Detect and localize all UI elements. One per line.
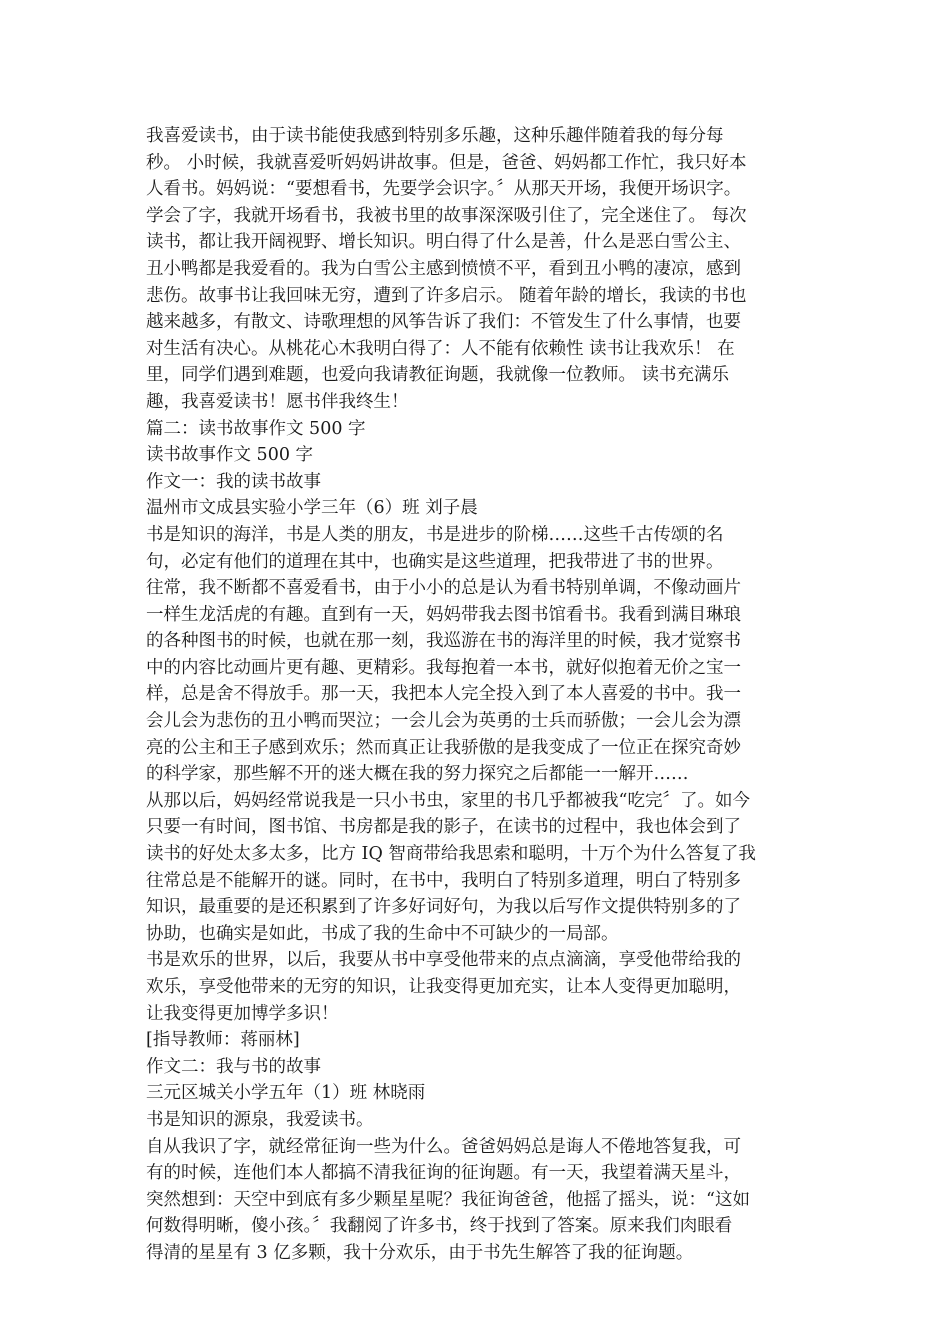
text-line: 中的内容比动画片更有趣、更精彩。我每抱着一本书，就好似抱着无价之宝一 xyxy=(146,657,741,678)
text-line: 悲伤。故事书让我回味无穷，遭到了许多启示。 随着年龄的增长，我读的书也 xyxy=(146,285,747,306)
text-line: 对生活有决心。从桃花心木我明白得了：人不能有依赖性 读书让我欢乐！ 在 xyxy=(146,338,735,359)
text-line: 越来越多，有散文、诗歌理想的风筝告诉了我们：不管发生了什么事情，也要 xyxy=(146,312,741,333)
text-line: 往常，我不断都不喜爱看书，由于小小的总是认为看书特别单调，不像动画片 xyxy=(146,578,741,599)
text-line: 的各种图书的时候，也就在那一刻，我巡游在书的海洋里的时候，我才觉察书 xyxy=(146,631,741,652)
text-line: 句，必定有他们的道理在其中，也确实是这些道理，把我带进了书的世界。 xyxy=(146,551,724,572)
text-line: 趣，我喜爱读书！愿书伴我终生！ xyxy=(146,391,409,412)
text-line: 书是知识的源泉，我爱读书。 xyxy=(146,1109,374,1130)
text-line: 人看书。妈妈说：“要想看书，先要学会识字。〞从那天开场，我便开场识字。 xyxy=(146,179,742,200)
text-line: 自从我识了字，就经常征询一些为什么。爸爸妈妈总是诲人不倦地答复我，可 xyxy=(146,1136,741,1157)
author-line: 三元区城关小学五年（1）班 林晓雨 xyxy=(146,1083,426,1104)
essay-title: 读书故事作文 500 字 xyxy=(146,445,314,466)
text-line: 秒。 小时候，我就喜爱听妈妈讲故事。但是，爸爸、妈妈都工作忙，我只好本 xyxy=(146,152,747,173)
text-line: 得清的星星有 3 亿多颗，我十分欢乐，由于书先生解答了我的征询题。 xyxy=(146,1242,694,1263)
text-line: 丑小鸭都是我爱看的。我为白雪公主感到愤愤不平，看到丑小鸭的凄凉，感到 xyxy=(146,258,741,279)
text-line: 读书，都让我开阔视野、增长知识。明白得了什么是善，什么是恶白雪公主、 xyxy=(146,232,741,253)
text-line: 协助，也确实是如此，书成了我的生命中不可缺少的一局部。 xyxy=(146,923,619,944)
text-line: 会儿会为悲伤的丑小鸭而哭泣；一会儿会为英勇的士兵而骄傲；一会儿会为漂 xyxy=(146,711,741,732)
text-line: 只要一有时间，图书馆、书房都是我的影子，在读书的过程中，我也体会到了 xyxy=(146,817,741,838)
text-line: 让我变得更加博学多识！ xyxy=(146,1003,339,1024)
text-line: 读书的好处太多太多，比方 IQ 智商带给我思索和聪明，十万个为什么答复了我 xyxy=(146,844,756,865)
text-line: 知识，最重要的是还积累到了许多好词好句，为我以后写作文提供特别多的了 xyxy=(146,897,741,918)
text-line: 一样生龙活虎的有趣。直到有一天，妈妈带我去图书馆看书。我看到满目琳琅 xyxy=(146,604,741,625)
text-line: 里，同学们遇到难题，也爱向我请教征询题，我就像一位教师。 读书充满乐 xyxy=(146,365,730,386)
section-heading: 篇二：读书故事作文 500 字 xyxy=(146,418,366,439)
author-line: 温州市文成县实验小学三年（6）班 刘子晨 xyxy=(146,498,478,519)
text-line: 书是知识的海洋，书是人类的朋友，书是进步的阶梯……这些千古传颂的名 xyxy=(146,524,724,545)
text-line: 书是欢乐的世界，以后，我要从书中享受他带来的点点滴滴，享受他带给我的 xyxy=(146,950,741,971)
essay-subtitle: 作文二：我与书的故事 xyxy=(146,1056,321,1077)
text-line: 样，总是舍不得放手。那一天，我把本人完全投入到了本人喜爱的书中。我一 xyxy=(146,684,741,705)
text-line: 学会了字，我就开场看书，我被书里的故事深深吸引住了，完全迷住了。 每次 xyxy=(146,205,747,226)
text-line: 突然想到：天空中到底有多少颗星星呢？我征询爸爸，他摇了摇头，说：“这如 xyxy=(146,1189,750,1210)
text-line: 的科学家，那些解不开的迷大概在我的努力探究之后都能一一解开…… xyxy=(146,764,689,785)
text-line: 有的时候，连他们本人都搞不清我征询的征询题。有一天，我望着满天星斗， xyxy=(146,1163,741,1184)
text-line: 亮的公主和王子感到欢乐；然而真正让我骄傲的是我变成了一位正在探究奇妙 xyxy=(146,737,741,758)
text-line: 从那以后，妈妈经常说我是一只小书虫，家里的书几乎都被我“吃完〞了。如今 xyxy=(146,790,750,811)
document-body xyxy=(146,123,812,1267)
text-line: 往常总是不能解开的谜。同时，在书中，我明白了特别多道理，明白了特别多 xyxy=(146,870,741,891)
text-line: 我喜爱读书，由于读书能使我感到特别多乐趣，这种乐趣伴随着我的每分每 xyxy=(146,126,724,146)
text-line: 何数得明晰，傻小孩。〞我翻阅了许多书，终于找到了答案。原来我们肉眼看 xyxy=(146,1216,733,1237)
essay-subtitle: 作文一：我的读书故事 xyxy=(146,471,321,492)
text-line: 欢乐，享受他带来的无穷的知识，让我变得更加充实，让本人变得更加聪明， xyxy=(146,977,741,997)
teacher-line: [指导教师：蒋丽林] xyxy=(146,1030,300,1051)
